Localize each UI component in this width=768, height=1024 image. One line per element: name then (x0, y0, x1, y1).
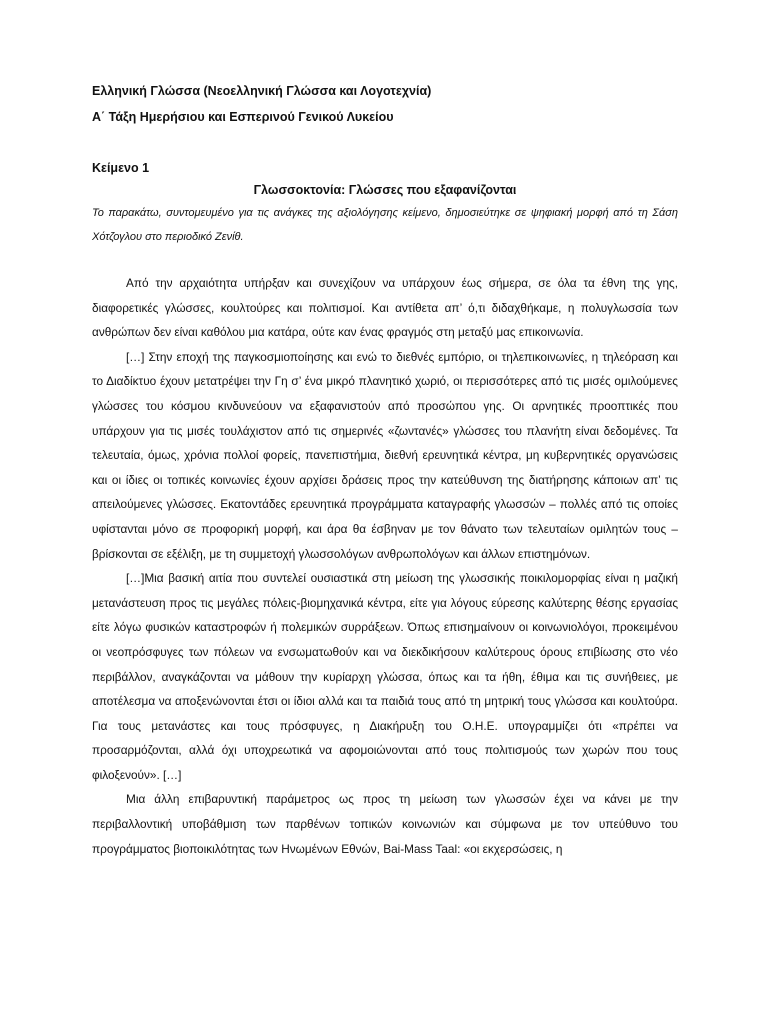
paragraph-2: […] Στην εποχή της παγκοσμιοποίησης και ενώ το διεθνές εμπόριο, οι τηλεπικοινωνίες, η τηλεόραση και το Διαδίκτυο έχουν μετατρέψει την Γη σ’ ένα μικρό πλανητικό χωριό, οι περισσότερες από τις μισές ομιλούμενες γλώσσες του κόσμου κινδυνεύουν να εξαφανιστούν από προσώπου γης. Οι αρνητικές προοπτικές που υπάρχουν για τις μισές τουλάχιστον από τις σημερινές «ζωντανές» γλώσσες του πλανήτη είναι δεδομένες. Τα τελευταία, όμως, χρόνια πολλοί φορείς, πανεπιστήμια, διεθνή ερευνητικά κέντρα, μη κυβερνητικές οργανώσεις και οι ίδιες οι τοπικές κοινωνίες έχουν αρχίσει δράσεις προς την κατεύθυνση της διατήρησης κάποιων απ’ τις απειλούμενες γλώσσες. Εκατοντάδες ερευνητικά προγράμματα καταγραφής γλωσσών – πολλές από τις οποίες υφίστανται μόνο σε προφορική μορφή, και άρα θα έσβηναν με τον θάνατο των τελευταίων ομιλητών τους – βρίσκονται σε εξέλιξη, με τη συμμετοχή γλωσσολόγων ανθρωπολόγων και άλλων επιστημόνων. (92, 349, 678, 561)
source-note: Το παρακάτω, συντομευμένο για τις ανάγκες της αξιολόγησης κείμενο, δημοσιεύτηκε σε ψηφιακή μορφή από τη Σάση Χότζογλου στο περιοδικό Ζενίθ. (92, 207, 678, 243)
text-label: Κείμενο 1 (92, 161, 150, 175)
paragraph-1: Από την αρχαιότητα υπήρξαν και συνεχίζουν να υπάρχουν έως σήμερα, σε όλα τα έθνη της γης, διαφορετικές γλώσσες, κουλτούρες και πολιτισμοί. Και αντίθετα απ’ ό,τι διδαχθήκαμε, η πολυγλωσσία των ανθρώπων δεν είναι καθόλου μια κατάρα, ούτε καν ένας φραγμός στη μεταξύ μας επικοινωνία. (92, 276, 678, 340)
text-title: Γλωσσοκτονία: Γλώσσες που εξαφανίζονται (253, 183, 517, 197)
paragraph-4: Μια άλλη επιβαρυντική παράμετρος ως προς τη μείωση των γλωσσών έχει να κάνει με την περιβαλλοντική υποβάθμιση των παρθένων τοπικών κοινωνιών και σύμφωνα με τον υπεύθυνο του προγράμματος βιοποικιλότητας των Ηνωμένων Εθνών, Bai-Mass Taal: «οι εκχερσώσεις, η (92, 792, 678, 856)
subject-heading: Ελληνική Γλώσσα (Νεοελληνική Γλώσσα και Λογοτεχνία) (92, 84, 432, 98)
class-heading: Α΄ Τάξη Ημερήσιου και Εσπερινού Γενικού Λυκείου (92, 110, 394, 124)
paragraph-3: […]Μια βασική αιτία που συντελεί ουσιαστικά στη μείωση της γλωσσικής ποικιλομορφίας είναι η μαζική μετανάστευση προς τις μεγάλες πόλεις-βιομηχανικά κέντρα, είτε για λόγους εύρεσης καλύτερης θέσης εργασίας είτε λόγω φυσικών καταστροφών ή πολεμικών συρράξεων. Όπως επισημαίνουν οι κοινωνιολόγοι, προκειμένου οι νεοπρόσφυγες των πόλεων να ενσωματωθούν και να διεκδικήσουν καλύτερους όρους επιβίωσης στο νέο περιβάλλον, αναγκάζονται να μάθουν την κυρίαρχη γλώσσα, όπως και τα ήθη, έθιμα και τις συνήθειες, με αποτέλεσμα να αποξενώνονται έτσι οι ίδιοι αλλά και τα παιδιά τους από τη μητρική τους γλώσσα και κουλτούρα. Για τους μετανάστες και τους πρόσφυγες, η Διακήρυξη του Ο.Η.Ε. υπογραμμίζει ότι «πρέπει να προσαρμόζονται, αλλά όχι υποχρεωτικά να αφομοιώνονται από τους πολιτισμούς των χωρών που τους φιλοξενούν». […] (92, 571, 678, 782)
document-content (92, 78, 678, 861)
